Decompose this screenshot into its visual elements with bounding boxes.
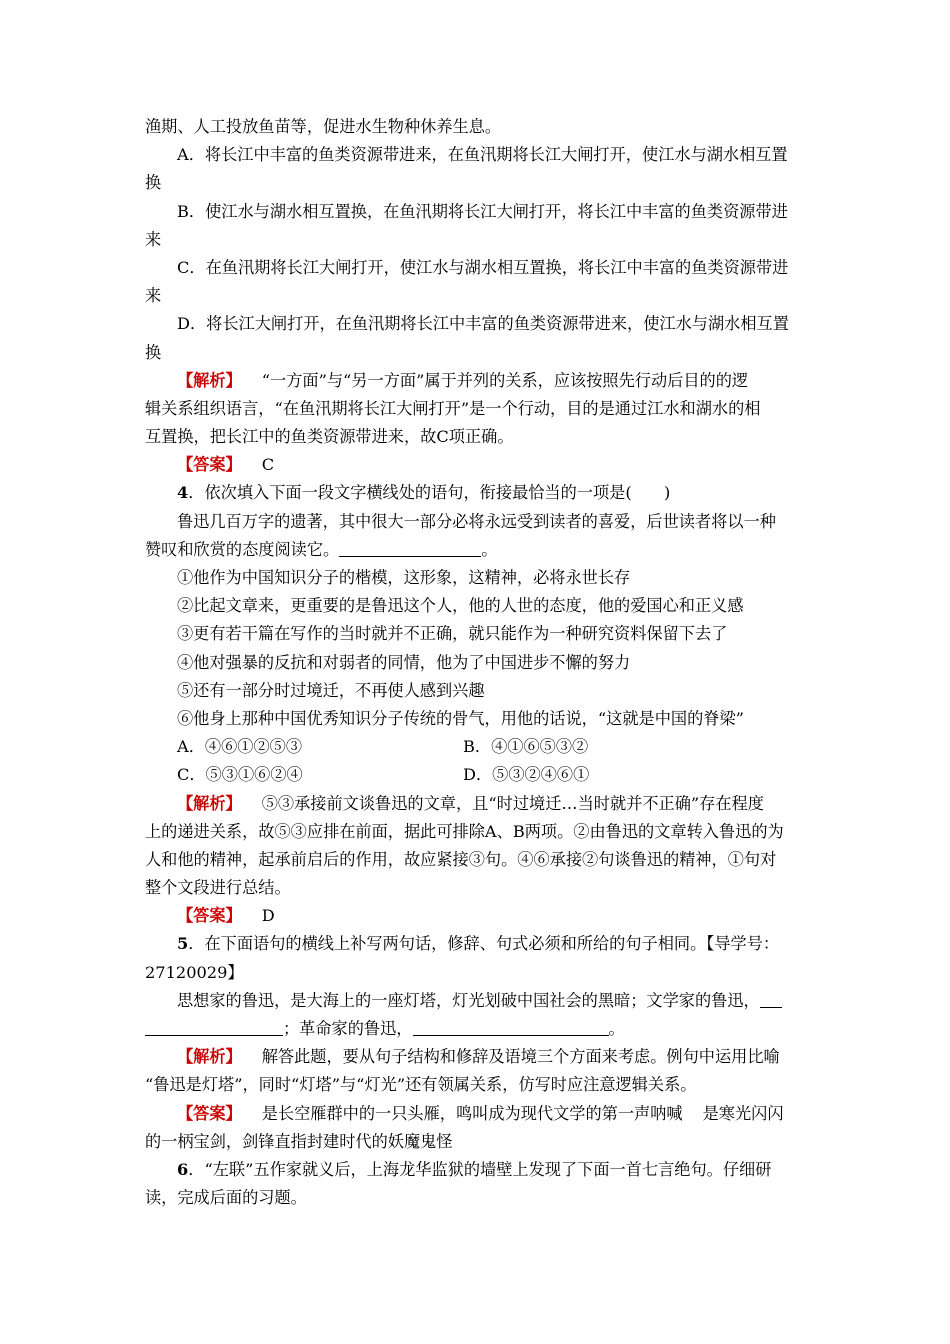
q4-sentence-5: ⑤还有一部分时过境迁，不再使人感到兴趣 bbox=[177, 680, 485, 700]
q5-stem bbox=[145, 930, 807, 958]
explanation-text: 解答此题，要从句子结构和修辞及语境三个方面来考虑。例句中运用比喻 bbox=[261, 1047, 780, 1067]
explanation-tag: 【解析】 bbox=[177, 1047, 242, 1067]
question-text: ．依次填入下面一段文字横线处的语句，衔接最恰当的一项是( ) bbox=[188, 483, 671, 503]
q3-explanation-cont: 辑关系组织语言，“在鱼汛期将长江大闸打开”是一个行动，目的是通过江水和湖水的相 bbox=[145, 398, 761, 418]
q3-option-c-cont: 来 bbox=[145, 286, 162, 306]
question-text: ．在下面语句的横线上补写两句话，修辞、句式必须和所给的句子相同。【导学号： bbox=[188, 934, 780, 954]
fill-blank bbox=[145, 1017, 283, 1036]
fill-blank bbox=[339, 538, 481, 557]
q5-answer-cont: 的一柄宝剑，剑锋直指封建时代的妖魔鬼怪 bbox=[145, 1131, 453, 1151]
q4-sentence-6: ⑥他身上那种中国优秀知识分子传统的骨气，用他的话说，“这就是中国的脊梁” bbox=[177, 708, 744, 728]
q5-code: 27120029】 bbox=[145, 962, 244, 982]
q5-passage: 思想家的鲁迅，是大海上的一座灯塔，灯光划破中国社会的黑暗；文学家的鲁迅， bbox=[145, 987, 807, 1015]
q4-stem bbox=[145, 479, 807, 507]
q4-option-d: D．⑤③②④⑥① bbox=[463, 765, 590, 785]
q4-option-a: A．④⑥①②⑤③ bbox=[177, 737, 303, 757]
q4-explanation-cont: 上的递进关系，故⑤③应排在前面，据此可排除A、B两项。②由鲁迅的文章转入鲁迅的为 bbox=[145, 821, 784, 841]
q4-sentence-3: ③更有若干篇在写作的当时就并不正确，就只能作为一种研究资料保留下去了 bbox=[177, 624, 728, 644]
explanation-tag: 【解析】 bbox=[177, 370, 242, 390]
q3-option-a: A．将长江中丰富的鱼类资源带进来，在鱼汛期将长江大闸打开，使江水与湖水相互置 bbox=[177, 145, 788, 165]
q3-option-a-cont: 换 bbox=[145, 173, 162, 193]
q4-option-c: C．⑤③①⑥②④ bbox=[177, 765, 303, 785]
q3-explanation-cont: 互置换，把长江中的鱼类资源带进来，故C项正确。 bbox=[145, 427, 514, 447]
q4-sentence-1: ①他作为中国知识分子的楷模，这形象，这精神，必将永世长存 bbox=[177, 568, 631, 587]
document-page bbox=[145, 113, 807, 1212]
fill-blank bbox=[413, 1017, 609, 1036]
q4-sentence-2: ②比起文章来，更重要的是鲁迅这个人，他的人世的态度，他的爱国心和正义感 bbox=[177, 596, 744, 616]
q5-explanation-cont: “鲁迅是灯塔”，同时“灯塔”与“灯光”还有领属关系，仿写时应注意逻辑关系。 bbox=[145, 1075, 697, 1095]
explanation-text: ⑤③承接前文谈鲁迅的文章，且“时过境迁…当时就并不正确”存在程度 bbox=[261, 793, 764, 813]
answer-text: 是长空雁群中的一只头雁，鸣叫成为现代文学的第一声呐喊 bbox=[261, 1103, 683, 1123]
q4-option-b: B．④①⑥⑤③② bbox=[463, 737, 589, 757]
answer-text: 是寒光闪闪 bbox=[702, 1103, 784, 1123]
q4-options-row-2 bbox=[145, 761, 807, 789]
q3-option-d-cont: 换 bbox=[145, 342, 162, 362]
q3-option-b: B．使江水与湖水相互置换，在鱼汛期将长江大闸打开，将长江中丰富的鱼类资源带进 bbox=[177, 201, 788, 221]
q6-stem-cont: 读，完成后面的习题。 bbox=[145, 1188, 307, 1208]
q4-explanation bbox=[145, 790, 807, 818]
answer-tag: 【答案】 bbox=[177, 1103, 242, 1123]
answer-tag: 【答案】 bbox=[177, 455, 242, 475]
q4-passage-cont: 赞叹和欣赏的态度阅读它。 。 bbox=[145, 539, 498, 559]
q4-explanation-cont: 人和他的精神，起承前启后的作用，故应紧接③句。④⑥承接②句谈鲁迅的精神，①句对 bbox=[145, 849, 777, 869]
text-line: 渔期、人工投放鱼苗等，促进水生物种休养生息。 bbox=[145, 117, 502, 136]
q3-answer bbox=[145, 451, 807, 479]
q3-option-c: C．在鱼汛期将长江大闸打开，使江水与湖水相互置换，将长江中丰富的鱼类资源带进 bbox=[177, 257, 789, 277]
q5-passage-cont: ；革命家的鲁迅， 。 bbox=[145, 1015, 807, 1043]
q4-options-row-1 bbox=[145, 733, 807, 761]
answer-tag: 【答案】 bbox=[177, 906, 242, 926]
answer-text: C bbox=[261, 455, 275, 475]
q5-answer bbox=[145, 1100, 807, 1128]
answer-text: D bbox=[261, 906, 275, 926]
q4-answer bbox=[145, 902, 807, 930]
q4-passage: 鲁迅几百万字的遗著，其中很大一部分必将永远受到读者的喜爱，后世读者将以一种 bbox=[177, 511, 776, 531]
q4-explanation-cont: 整个文段进行总结。 bbox=[145, 878, 291, 898]
explanation-text: “一方面”与“另一方面”属于并列的关系，应该按照先行动后目的的逻 bbox=[261, 370, 749, 390]
question-number: 5 bbox=[177, 934, 189, 954]
q3-explanation bbox=[145, 367, 807, 395]
fill-blank bbox=[760, 989, 782, 1008]
q3-option-b-cont: 来 bbox=[145, 229, 162, 249]
question-number: 6 bbox=[177, 1159, 189, 1179]
question-number: 4 bbox=[177, 483, 189, 503]
q6-stem bbox=[145, 1156, 807, 1184]
q5-explanation bbox=[145, 1043, 807, 1071]
explanation-tag: 【解析】 bbox=[177, 793, 242, 813]
q3-option-d: D．将长江大闸打开，在鱼汛期将长江中丰富的鱼类资源带进来，使江水与湖水相互置 bbox=[177, 314, 789, 334]
question-text: ．“左联”五作家就义后，上海龙华监狱的墙壁上发现了下面一首七言绝句。仔细研 bbox=[188, 1159, 772, 1179]
q4-sentence-4: ④他对强暴的反抗和对弱者的同情，他为了中国进步不懈的努力 bbox=[177, 652, 631, 672]
